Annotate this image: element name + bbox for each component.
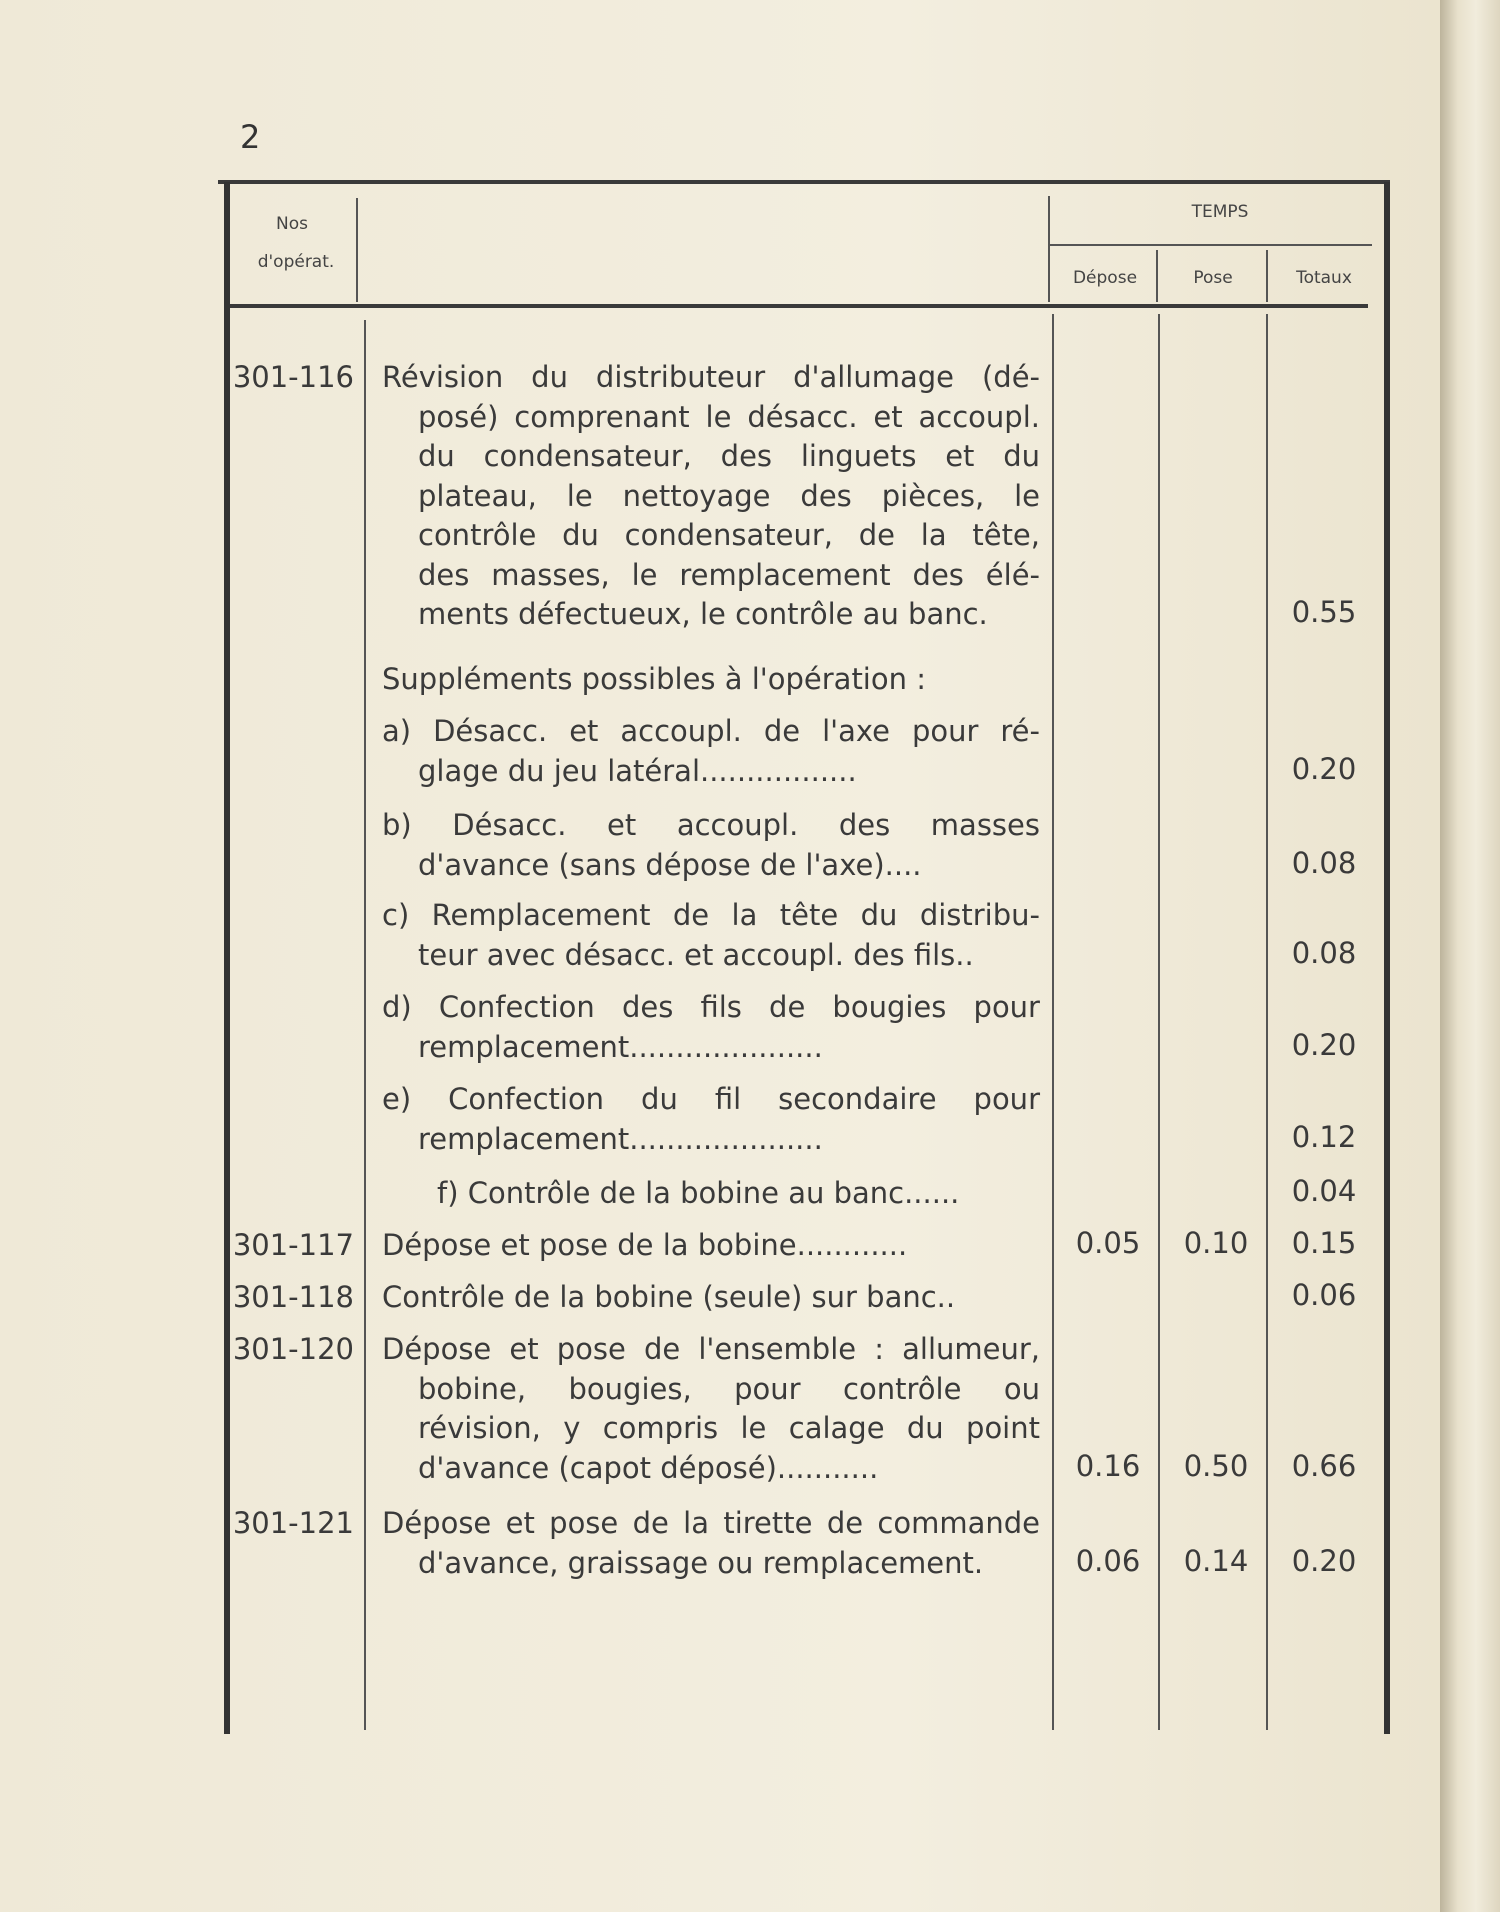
- description-line: Dépose et pose de la tirette de commande: [382, 1506, 1040, 1540]
- description-line: teur avec désacc. et accoupl. des fils..: [418, 937, 974, 972]
- depose-time: 0.16: [1075, 1448, 1141, 1483]
- pose-column-divider-body: [1266, 314, 1268, 1730]
- operation-number: 301-120: [232, 1332, 354, 1366]
- operation-description: [382, 358, 1040, 635]
- op-column-divider: [356, 198, 358, 302]
- description-line: contrôle du condensateur, de la tête,: [418, 518, 1040, 552]
- operation-description: [382, 896, 1040, 975]
- operation-description: [382, 988, 1040, 1067]
- depose-column-divider-body: [1158, 314, 1160, 1730]
- description-line: c) Remplacement de la tête du distribu-: [382, 898, 1040, 932]
- pose-time: 0.10: [1183, 1226, 1249, 1260]
- nos-label: Nos: [276, 214, 308, 234]
- depose-column-divider-header: [1156, 250, 1158, 302]
- depose-time: 0.06: [1075, 1543, 1141, 1578]
- operation-description: [382, 660, 1040, 700]
- operation-description: [382, 1278, 1040, 1318]
- operation-number: 301-118: [232, 1280, 354, 1314]
- operation-number: 301-121: [232, 1506, 354, 1540]
- operation-description: [382, 1174, 1040, 1214]
- operation-description: [382, 1330, 1040, 1488]
- description-line: remplacement.....................: [418, 1029, 823, 1064]
- pose-time: 0.50: [1183, 1448, 1249, 1483]
- description-line: Suppléments possibles à l'opération :: [382, 662, 926, 696]
- totaux-header: Totaux: [1296, 268, 1352, 288]
- description-line: d) Confection des fils de bougies pour: [382, 990, 1040, 1024]
- header-separator: [230, 304, 1368, 308]
- description-line: Dépose et pose de la bobine............: [382, 1228, 908, 1262]
- total-time: 0.06: [1291, 1278, 1357, 1312]
- description-line: révision, y compris le calage du point: [418, 1411, 1040, 1445]
- description-line: d'avance (sans dépose de l'axe)....: [418, 847, 922, 882]
- description-line: glage du jeu latéral.................: [418, 753, 857, 788]
- operation-number: 301-117: [232, 1228, 354, 1262]
- total-time: 0.20: [1291, 751, 1357, 786]
- description-line: ments défectueux, le contrôle au banc.: [418, 597, 988, 631]
- description-line: f) Contrôle de la bobine au banc......: [437, 1176, 960, 1210]
- nos-header: [262, 214, 322, 234]
- total-time: 0.12: [1291, 1119, 1357, 1154]
- description-line: e) Confection du fil secondaire pour: [382, 1082, 1040, 1116]
- operation-number: 301-116: [232, 360, 354, 394]
- description-line: bobine, bougies, pour contrôle ou: [418, 1371, 1040, 1406]
- page-number: 2: [240, 118, 261, 156]
- temps-separator: [1048, 244, 1372, 246]
- op-column-divider-body: [364, 320, 366, 1730]
- description-line: Dépose et pose de l'ensemble : allumeur,: [382, 1332, 1040, 1366]
- pose-header: Pose: [1193, 268, 1233, 288]
- description-line: b) Désacc. et accoupl. des masses: [382, 808, 1040, 842]
- table-right-border: [1384, 182, 1390, 1734]
- description-line: posé) comprenant le désacc. et accoupl.: [418, 399, 1040, 434]
- description-line: a) Désacc. et accoupl. de l'axe pour ré-: [382, 714, 1040, 748]
- total-time: 0.20: [1291, 1543, 1357, 1578]
- temps-header: TEMPS: [1191, 202, 1249, 222]
- table-top-border: [218, 180, 1390, 184]
- pose-column-divider-header: [1266, 250, 1268, 302]
- depose-header: Dépose: [1072, 268, 1138, 288]
- description-line: Contrôle de la bobine (seule) sur banc..: [382, 1280, 956, 1314]
- desc-column-divider-header: [1048, 196, 1050, 302]
- operation-description: [382, 1080, 1040, 1159]
- description-line: du condensateur, des linguets et du: [418, 439, 1040, 473]
- page-spine: [1440, 0, 1500, 1912]
- description-line: remplacement.....................: [418, 1121, 823, 1156]
- table-left-border: [224, 182, 230, 1734]
- operation-description: [382, 712, 1040, 791]
- total-time: 0.15: [1291, 1226, 1357, 1260]
- total-time: 0.20: [1291, 1027, 1357, 1062]
- description-line: Révision du distributeur d'allumage (dé-: [382, 360, 1040, 394]
- description-line: des masses, le remplacement des élé-: [418, 557, 1040, 592]
- total-time: 0.66: [1291, 1448, 1357, 1483]
- total-time: 0.08: [1291, 935, 1357, 970]
- description-line: d'avance (capot déposé)...........: [418, 1450, 879, 1485]
- operation-description: [382, 1226, 1040, 1266]
- description-line: plateau, le nettoyage des pièces, le: [418, 478, 1040, 513]
- operat-header: d'opérat.: [257, 252, 335, 272]
- pose-time: 0.14: [1183, 1543, 1249, 1578]
- total-time: 0.55: [1291, 595, 1357, 629]
- total-time: 0.04: [1291, 1174, 1357, 1208]
- desc-column-divider-body: [1052, 314, 1054, 1730]
- total-time: 0.08: [1291, 845, 1357, 880]
- description-line: d'avance, graissage ou remplacement.: [418, 1545, 984, 1580]
- operation-description: [382, 806, 1040, 885]
- depose-time: 0.05: [1075, 1226, 1141, 1260]
- operation-description: [382, 1504, 1040, 1583]
